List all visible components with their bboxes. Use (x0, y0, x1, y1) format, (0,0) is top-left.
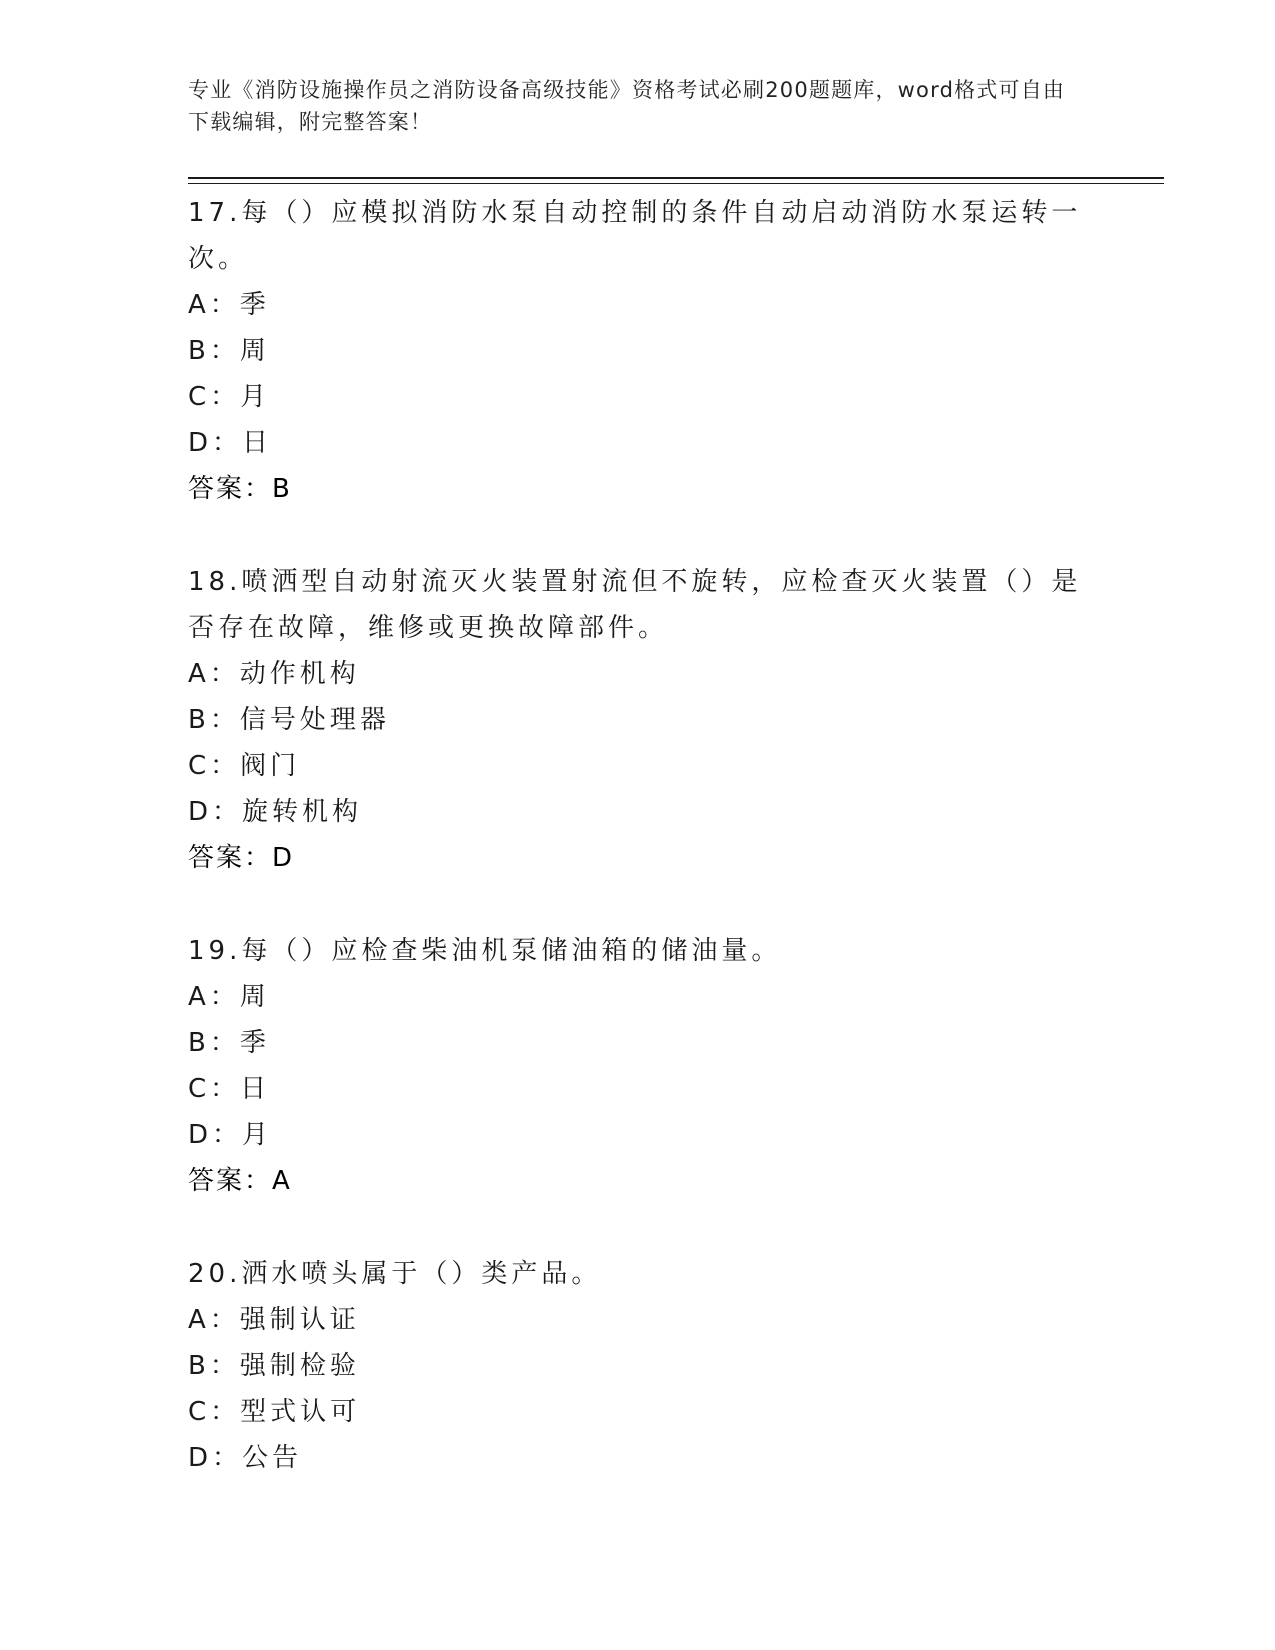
option-b: B：强制检验 (188, 1351, 360, 1381)
answer: 答案：B (188, 474, 292, 504)
option-b: B：周 (188, 336, 270, 366)
question-text: 18.喷洒型自动射流灭火装置射流但不旋转，应检查灭火装置（）是否存在故障，维修或更换故障部件。 (188, 567, 1082, 643)
option-d: D：公告 (188, 1443, 303, 1473)
option-d: D：日 (188, 428, 273, 458)
option-c: C：阀门 (188, 751, 301, 781)
option-a: A：季 (188, 290, 270, 320)
question-17 (188, 190, 1088, 512)
option-a: A：周 (188, 982, 270, 1012)
option-c: C：型式认可 (188, 1397, 361, 1427)
header-divider-thick (188, 177, 1164, 179)
option-d: D：旋转机构 (188, 797, 363, 827)
document-header: 专业《消防设施操作员之消防设备高级技能》资格考试必刷200题题库，word格式可自由下载编辑，附完整答案！ (188, 78, 1066, 134)
question-20 (188, 1251, 1088, 1481)
question-text: 20.洒水喷头属于（）类产品。 (188, 1259, 602, 1289)
option-b: B：季 (188, 1028, 270, 1058)
option-b: B：信号处理器 (188, 705, 390, 735)
option-c: C：日 (188, 1074, 271, 1104)
option-a: A：强制认证 (188, 1305, 360, 1335)
question-text: 19.每（）应检查柴油机泵储油箱的储油量。 (188, 936, 782, 966)
option-a: A：动作机构 (188, 659, 360, 689)
question-18 (188, 559, 1088, 881)
answer: 答案：A (188, 1166, 292, 1196)
header-divider-thin (188, 183, 1164, 184)
option-c: C：月 (188, 382, 271, 412)
question-19 (188, 928, 1088, 1204)
question-text: 17.每（）应模拟消防水泵自动控制的条件自动启动消防水泵运转一次。 (188, 198, 1082, 274)
answer: 答案：D (188, 843, 295, 873)
question-list (188, 190, 1088, 1528)
option-d: D：月 (188, 1120, 273, 1150)
